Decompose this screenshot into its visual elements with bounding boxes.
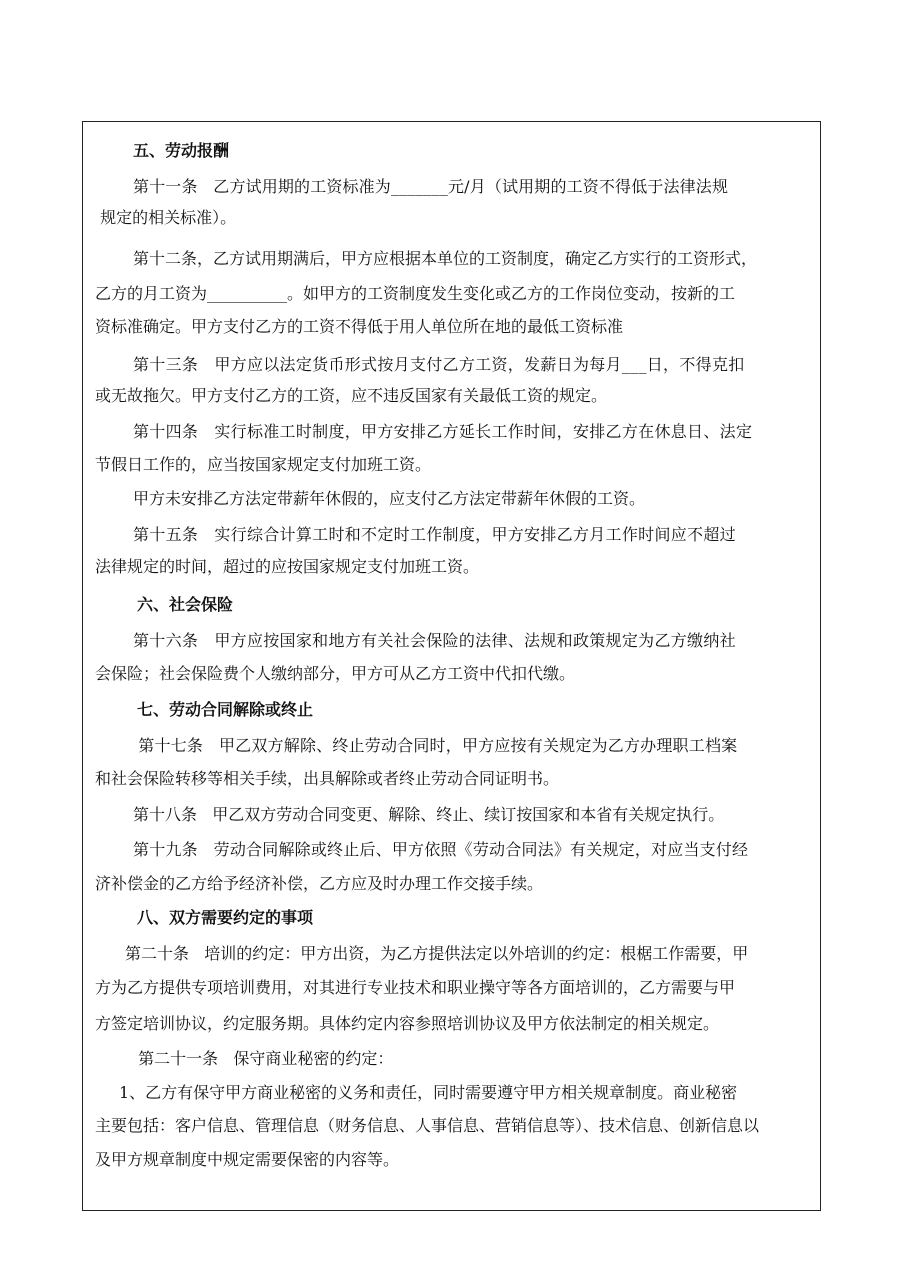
clause-14-line-1: 第十四条 实行标准工时制度，甲方安排乙方延长工作时间，安排乙方在休息日、法定: [133, 422, 753, 441]
clause-11-line-2: 规定的相关标准）。: [95, 208, 237, 227]
clause-21-item-1-line-3: 及甲方规章制度中规定需要保密的内容等。: [95, 1150, 400, 1169]
section-heading-mutual-agreements: 八、双方需要约定的事项: [137, 908, 314, 927]
clause-21-item-1-line-1: 1、乙方有保守甲方商业秘密的义务和责任，同时需要遵守甲方相关规章制度。商业秘密: [119, 1083, 738, 1102]
clause-20-line-3: 方签定培训协议，约定服务期。具体约定内容参照培训协议及甲方依法制定的相关规定。: [95, 1014, 720, 1033]
section-heading-contract-termination: 七、劳动合同解除或终止: [137, 700, 314, 719]
clause-12-line-1: 第十二条，乙方试用期满后，甲方应根据本单位的工资制度，确定乙方实行的工资形式，: [133, 249, 758, 268]
clause-12-line-3: 资标准确定。甲方支付乙方的工资不得低于用人单位所在地的最低工资标准: [95, 317, 624, 336]
clause-17-line-2: 和社会保险转移等相关手续，出具解除或者终止劳动合同证明书。: [95, 769, 560, 788]
clause-18-line-1: 第十八条 甲乙双方劳动合同变更、解除、终止、续订按国家和本省有关规定执行。: [133, 805, 725, 824]
clause-15-line-2: 法律规定的时间，超过的应按国家规定支付加班工资。: [95, 557, 480, 576]
clause-17-line-1: 第十七条 甲乙双方解除、终止劳动合同时，甲方应按有关规定为乙方办理职工档案: [133, 736, 738, 755]
clause-20-line-2: 方为乙方提供专项培训费用，对其进行专业技术和职业操守等各方面培训的，乙方需要与甲: [95, 978, 736, 997]
section-heading-social-insurance: 六、社会保险: [137, 595, 234, 614]
clause-12-line-2: 乙方的月工资为__________。如甲方的工资制度发生变化或乙方的工作岗位变动，按新的工: [95, 284, 736, 303]
clause-13-line-2: 或无故拖欠。甲方支付乙方的工资，应不违反国家有关最低工资的规定。: [95, 386, 608, 405]
clause-19-line-2: 济补偿金的乙方给予经济补偿，乙方应及时办理工作交接手续。: [95, 874, 544, 893]
clause-20-line-1: 第二十条 培训的约定：甲方出资，为乙方提供法定以外培训的约定：根椐工作需要，甲: [125, 944, 749, 963]
clause-14-paragraph-2: 甲方未安排乙方法定带薪年休假的，应支付乙方法定带薪年休假的工资。: [133, 489, 646, 508]
section-heading-labor-remuneration: 五、劳动报酬: [133, 141, 230, 160]
clause-14-line-2: 节假日工作的，应当按国家规定支付加班工资。: [95, 455, 432, 474]
clause-16-line-1: 第十六条 甲方应按国家和地方有关社会保险的法律、法规和政策规定为乙方缴纳社: [133, 631, 736, 650]
clause-21-item-1-line-2: 主要包括：客户信息、管理信息（财务信息、人事信息、营销信息等）、技术信息、创新信息以: [95, 1116, 760, 1135]
clause-11-line-1: 第十一条 乙方试用期的工资标准为_______元/月（试用期的工资不得低于法律法规: [133, 177, 729, 196]
clause-21-heading: 第二十一条 保守商业秘密的约定：: [133, 1049, 394, 1068]
contract-page-frame: [82, 121, 821, 1211]
clause-15-line-1: 第十五条 实行综合计算工时和不定时工作制度，甲方安排乙方月工作时间应不超过: [133, 525, 736, 544]
clause-16-line-2: 会保险；社会保险费个人缴纳部分，甲方可从乙方工资中代扣代缴。: [95, 664, 576, 683]
clause-19-line-1: 第十九条 劳动合同解除或终止后、甲方依照《劳动合同法》有关规定，对应当支付经: [133, 840, 749, 859]
clause-13-line-1: 第十三条 甲方应以法定货币形式按月支付乙方工资，发薪日为每月___日，不得克扣: [133, 355, 745, 374]
